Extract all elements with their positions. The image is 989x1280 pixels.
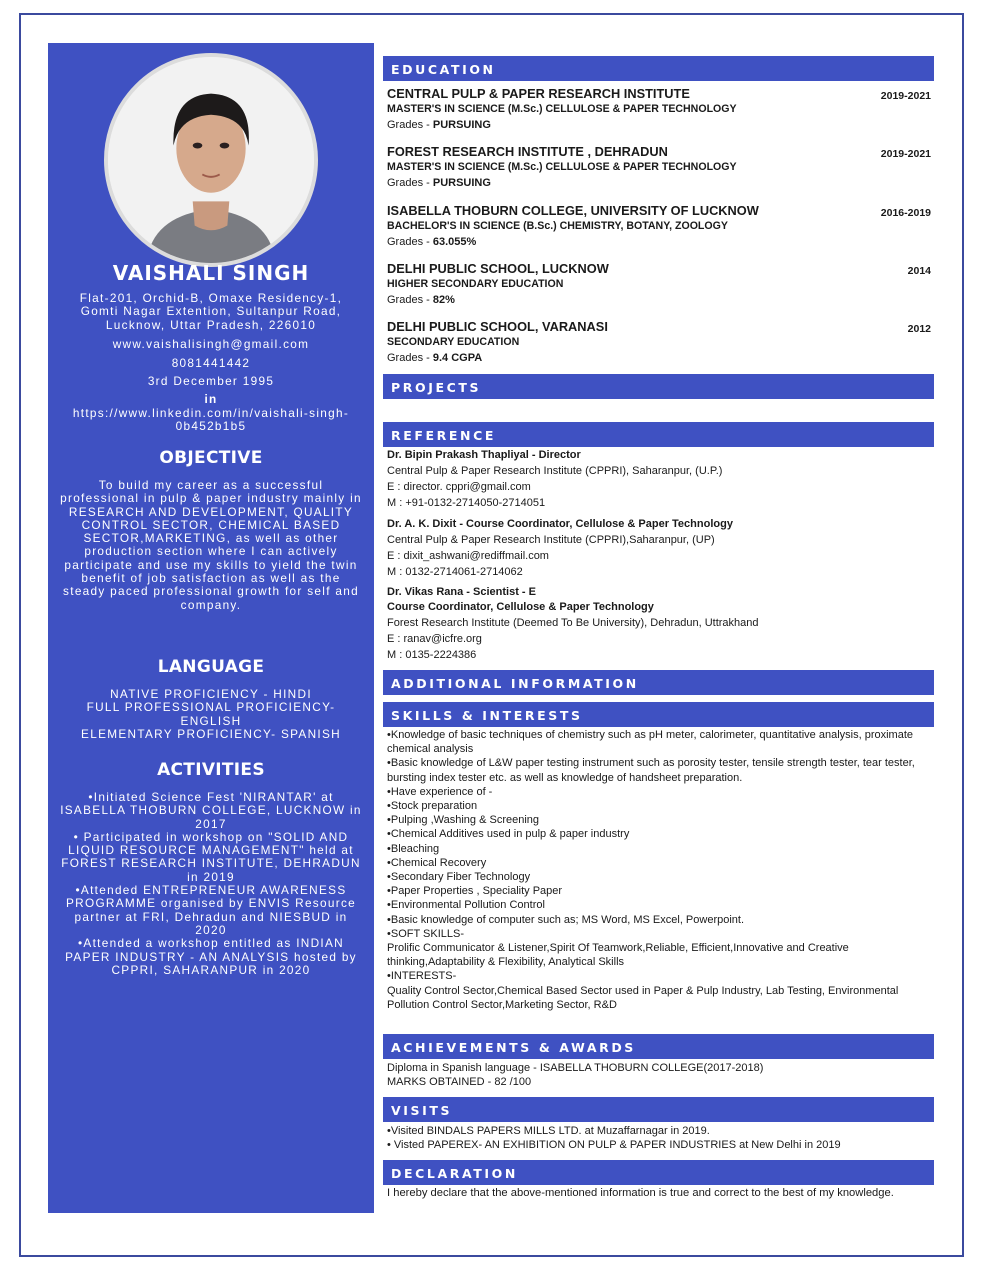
skill-line: •Stock preparation <box>387 800 478 813</box>
institute-name: DELHI PUBLIC SCHOOL, LUCKNOW <box>387 261 609 276</box>
profile-photo-illustration <box>108 57 314 263</box>
grades-label: Grades - <box>387 294 433 306</box>
achievement-line: Diploma in Spanish language - ISABELLA THOBURN COLLEGE(2017-2018) <box>387 1062 764 1074</box>
education-years: 2016-2019 <box>880 207 931 219</box>
skill-line: •Secondary Fiber Technology <box>387 871 531 884</box>
degree: MASTER'S IN SCIENCE (M.Sc.) CELLULOSE & PAPER TECHNOLOGY <box>387 161 737 173</box>
language-item: ELEMENTARY PROFICIENCY- SPANISH <box>81 726 341 741</box>
degree: MASTER'S IN SCIENCE (M.Sc.) CELLULOSE & PAPER TECHNOLOGY <box>387 103 737 115</box>
grades-label: Grades - <box>387 236 433 248</box>
email-address[interactable]: www.vaishalisingh@gmail.com <box>112 337 310 351</box>
reference-name: Dr. A. K. Dixit - Course Coordinator, Cellulose & Paper Technology <box>387 518 733 530</box>
skill-line: •Basic knowledge of computer such as; MS Word, MS Excel, Powerpoint. <box>387 913 745 926</box>
education-years: 2019-2021 <box>880 90 931 102</box>
degree: BACHELOR'S IN SCIENCE (B.Sc.) CHEMISTRY, BOTANY, ZOOLOGY <box>387 220 728 232</box>
language-item: NATIVE PROFICIENCY - HINDI <box>110 687 312 701</box>
skill-line: Quality Control Sector,Chemical Based Sector used in Paper & Pulp Industry, Lab Testing, Environmental Pollution Control Sector,Marketing Sector, R&D <box>387 984 899 1011</box>
reference-item <box>387 448 933 511</box>
grade-value: 63.055% <box>432 236 477 248</box>
education-item <box>387 203 933 250</box>
skills-heading: SKILLS & INTERESTS <box>383 702 934 727</box>
grades-label: Grades - <box>387 352 433 364</box>
declaration-heading: DECLARATION <box>383 1160 934 1185</box>
visits-heading: VISITS <box>383 1097 934 1122</box>
reference-name: Dr. Vikas Rana - Scientist - E <box>387 586 536 598</box>
declaration-text: I hereby declare that the above-mentioned information is true and correct to the best of my knowledge. <box>387 1187 894 1199</box>
grades-label: Grades - <box>387 119 433 131</box>
skill-line: •Paper Properties , Speciality Paper <box>387 885 563 898</box>
activities-list <box>60 791 362 977</box>
achievements-list <box>387 1061 933 1089</box>
grade-value: 9.4 CGPA <box>432 352 483 364</box>
reference-email[interactable]: E : director. cppri@gmail.com <box>387 481 531 493</box>
skill-line: •Chemical Recovery <box>387 856 487 869</box>
reference-item <box>387 517 933 580</box>
skill-line: •Pulping ,Washing & Screening <box>387 814 540 827</box>
objective-text: To build my career as a successful professional in pulp & paper industry mainly in RESEARCH AND DEVELOPMENT, QUALITY CONTROL SECTOR, CHEMICAL BASED SECTOR,MARKETING, as well as other production section where I can actively participate and use my skills to yield the twin benefit of job satisfaction as well as the steady paced professional growth for self and company. <box>60 478 362 612</box>
skill-line: •Have experience of - <box>387 785 493 798</box>
activity-item: •Attended ENTREPRENEUR AWARENESS PROGRAMME organised by ENVIS Resource partner at FRI, Dehradun and NIESBUD in 2020 <box>65 883 357 937</box>
skill-line: •Knowledge of basic techniques of chemistry such as pH meter, calorimeter, quantitative analysis, proximate chemical analysis <box>387 729 913 756</box>
reference-org: Central Pulp & Paper Research Institute (CPPRI),Saharanpur, (UP) <box>387 534 715 546</box>
institute-name: ISABELLA THOBURN COLLEGE, UNIVERSITY OF LUCKNOW <box>387 203 759 218</box>
language-list <box>60 688 362 741</box>
grade-value: 82% <box>432 294 455 306</box>
visits-list <box>387 1124 933 1152</box>
grades-label: Grades - <box>387 177 433 189</box>
reference-mobile: M : +91-0132-2714050-2714051 <box>387 497 546 509</box>
skill-line: •SOFT SKILLS- <box>387 927 465 940</box>
education-years: 2014 <box>907 265 931 277</box>
date-of-birth: 3rd December 1995 <box>147 374 275 388</box>
skills-list <box>387 728 933 1012</box>
reference-name: Dr. Bipin Prakash Thapliyal - Director <box>387 449 581 461</box>
skill-line: •INTERESTS- <box>387 970 457 983</box>
education-heading: EDUCATION <box>383 56 934 81</box>
additional-information-heading: ADDITIONAL INFORMATION <box>383 670 934 695</box>
degree: HIGHER SECONDARY EDUCATION <box>387 278 564 290</box>
projects-heading: PROJECTS <box>383 374 934 399</box>
education-item <box>387 261 933 308</box>
education-item <box>387 319 933 366</box>
achievement-line: MARKS OBTAINED - 82 /100 <box>387 1076 532 1089</box>
visit-line: •Visited BINDALS PAPERS MILLS LTD. at Muzaffarnagar in 2019. <box>387 1125 710 1137</box>
skill-line: •Environmental Pollution Control <box>387 899 545 912</box>
language-item: FULL PROFESSIONAL PROFICIENCY- ENGLISH <box>86 700 336 728</box>
reference-role: Course Coordinator, Cellulose & Paper Technology <box>387 601 654 613</box>
reference-email[interactable]: E : dixit_ashwani@rediffmail.com <box>387 550 549 562</box>
candidate-name: VAISHALI SINGH <box>112 261 310 285</box>
education-item <box>387 144 933 191</box>
activity-item: • Participated in workshop on "SOLID AND LIQUID RESOURCE MANAGEMENT" held at FOREST RESEARCH INSTITUTE, DEHRADUN in 2019 <box>61 829 361 884</box>
grade-value: PURSUING <box>432 177 491 189</box>
language-heading: LANGUAGE <box>157 657 265 677</box>
visit-line: • Visted PAPEREX- AN EXHIBITION ON PULP & PAPER INDUSTRIES at New Delhi in 2019 <box>387 1139 841 1152</box>
achievements-heading: ACHIEVEMENTS & AWARDS <box>383 1034 934 1059</box>
reference-org: Forest Research Institute (Deemed To Be University), Dehradun, Uttrakhand <box>387 617 759 629</box>
reference-heading: REFERENCE <box>383 422 934 447</box>
phone-number: 8081441442 <box>171 356 251 370</box>
skill-line: Prolific Communicator & Listener,Spirit Of Teamwork,Reliable, Efficient,Innovative and Creative thinking,Adaptability & Flexibility, Analytical Skills <box>387 942 849 969</box>
reference-mobile: M : 0135-2224386 <box>387 649 477 661</box>
profile-photo <box>104 53 318 267</box>
education-years: 2019-2021 <box>880 148 931 160</box>
reference-item <box>387 585 933 663</box>
objective-heading: OBJECTIVE <box>159 448 263 468</box>
reference-org: Central Pulp & Paper Research Institute (CPPRI), Saharanpur, (U.P.) <box>387 465 723 477</box>
education-years: 2012 <box>907 323 931 335</box>
linkedin-url[interactable]: https://www.linkedin.com/in/vaishali-singh-0b452b1b5 <box>72 406 350 434</box>
education-item <box>387 86 933 133</box>
institute-name: CENTRAL PULP & PAPER RESEARCH INSTITUTE <box>387 86 690 101</box>
institute-name: DELHI PUBLIC SCHOOL, VARANASI <box>387 319 608 334</box>
activity-item: •Initiated Science Fest 'NIRANTAR' at ISABELLA THOBURN COLLEGE, LUCKNOW in 2017 <box>60 790 362 831</box>
reference-mobile: M : 0132-2714061-2714062 <box>387 566 523 578</box>
address: Flat-201, Orchid-B, Omaxe Residency-1, Gomti Nagar Extention, Sultanpur Road, Lucknow, Uttar Pradesh, 226010 <box>79 291 343 332</box>
sidebar <box>48 43 374 1213</box>
skill-line: •Bleaching <box>387 842 440 855</box>
activities-heading: ACTIVITIES <box>157 760 265 780</box>
grade-value: PURSUING <box>432 119 491 131</box>
institute-name: FOREST RESEARCH INSTITUTE , DEHRADUN <box>387 144 668 159</box>
reference-email[interactable]: E : ranav@icfre.org <box>387 633 482 645</box>
linkedin-icon: in <box>204 392 218 406</box>
degree: SECONDARY EDUCATION <box>387 336 520 348</box>
skill-line: •Chemical Additives used in pulp & paper industry <box>387 828 630 841</box>
activity-item: •Attended a workshop entitled as INDIAN PAPER INDUSTRY - AN ANALYSIS hosted by CPPRI, SAHARANPUR in 2020 <box>65 936 357 977</box>
skill-line: •Basic knowledge of L&W paper testing instrument such as porosity tester, tensile strength tester, tear tester, bursting index tester etc. as well as knowledge of handsheet preparation. <box>387 757 915 784</box>
